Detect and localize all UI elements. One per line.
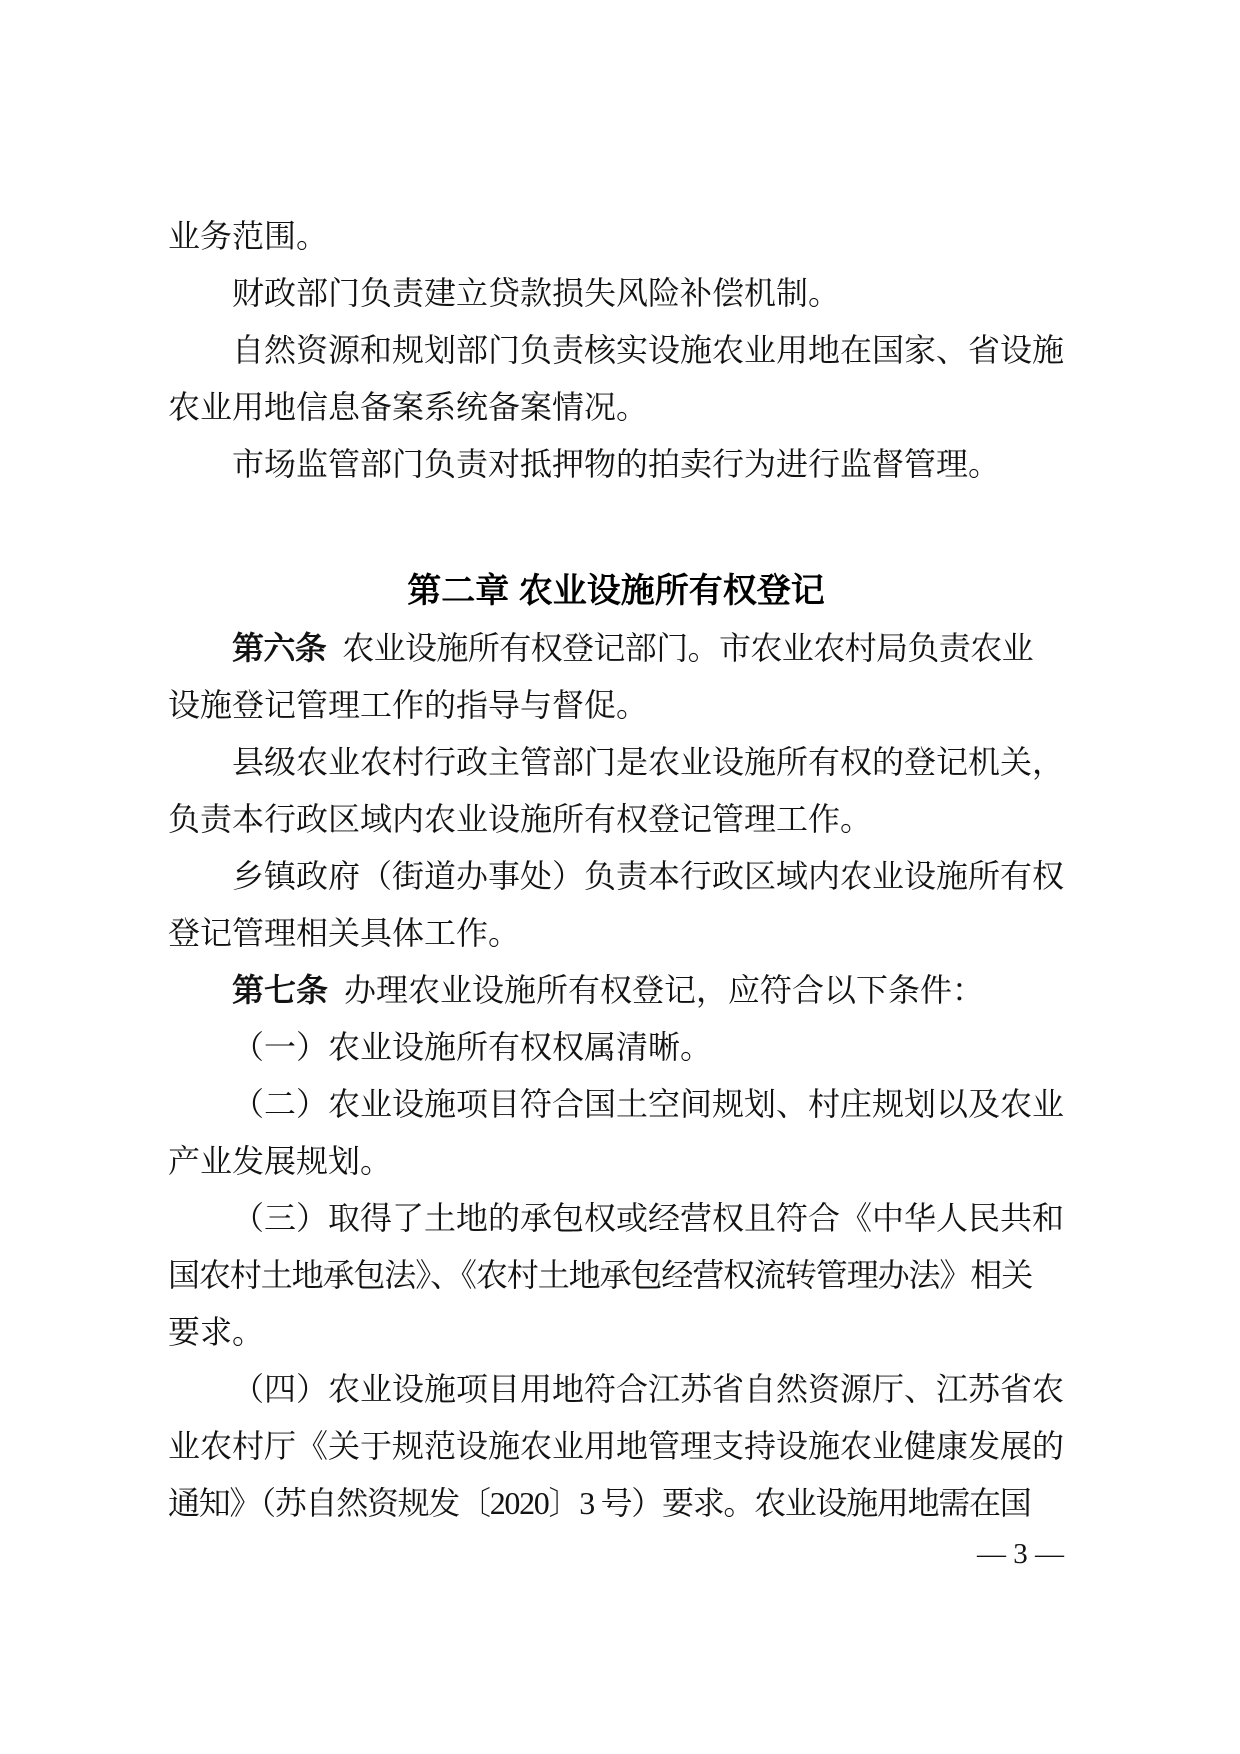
body-line-5: 市场监管部门负责对抵押物的拍卖行为进行监督管理。: [232, 446, 1001, 482]
chapter-2-heading: 第二章 农业设施所有权登记: [407, 572, 825, 610]
article-7-text: 办理农业设施所有权登记，应符合以下条件：: [344, 972, 985, 1008]
item-2-line: （二）农业设施项目符合国土空间规划、村庄规划以及农业: [232, 1086, 1065, 1122]
body-line-18: 国农村土地承包法》、《农村土地承包经营权流转管理办法》相关: [168, 1257, 1033, 1293]
article-6-label: 第六条: [232, 630, 327, 666]
page-number: — 3 —: [977, 1538, 1064, 1570]
article-6-text: 农业设施所有权登记部门。市农业农村局负责农业: [342, 630, 1034, 666]
article-7-line: [168, 962, 1064, 1019]
body-line-4: 农业用地信息备案系统备案情况。: [168, 389, 649, 425]
document-body: [168, 208, 1064, 1532]
body-line-19: 要求。: [168, 1314, 265, 1350]
item-1-line: （一）农业设施所有权权属清晰。: [232, 1029, 713, 1065]
body-line-2: 财政部门负责建立贷款损失风险补偿机制。: [232, 275, 841, 311]
article-7-label: 第七条: [232, 972, 329, 1008]
body-line-16: 产业发展规划。: [168, 1143, 393, 1179]
body-line-3: 自然资源和规划部门负责核实设施农业用地在国家、省设施: [232, 332, 1065, 368]
body-line-8: 设施登记管理工作的指导与督促。: [168, 687, 649, 723]
body-line-21: 业农村厅《关于规范设施农业用地管理支持设施农业健康发展的: [168, 1428, 1065, 1464]
item-4-line: （四）农业设施项目用地符合江苏省自然资源厅、江苏省农: [232, 1371, 1065, 1407]
body-line-9: 县级农业农村行政主管部门是农业设施所有权的登记机关，: [232, 744, 1065, 780]
body-line-12: 登记管理相关具体工作。: [168, 915, 521, 951]
article-6-line: [168, 620, 1064, 677]
item-3-line: （三）取得了土地的承包权或经营权且符合《中华人民共和: [232, 1200, 1065, 1236]
body-line-11: 乡镇政府（街道办事处）负责本行政区域内农业设施所有权: [232, 858, 1065, 894]
body-line-22: 通知》（苏自然资规发〔2020〕3 号）要求。农业设施用地需在国: [168, 1485, 1031, 1521]
body-line-1: 业务范围。: [168, 218, 329, 254]
body-line-10: 负责本行政区域内农业设施所有权登记管理工作。: [168, 801, 873, 837]
